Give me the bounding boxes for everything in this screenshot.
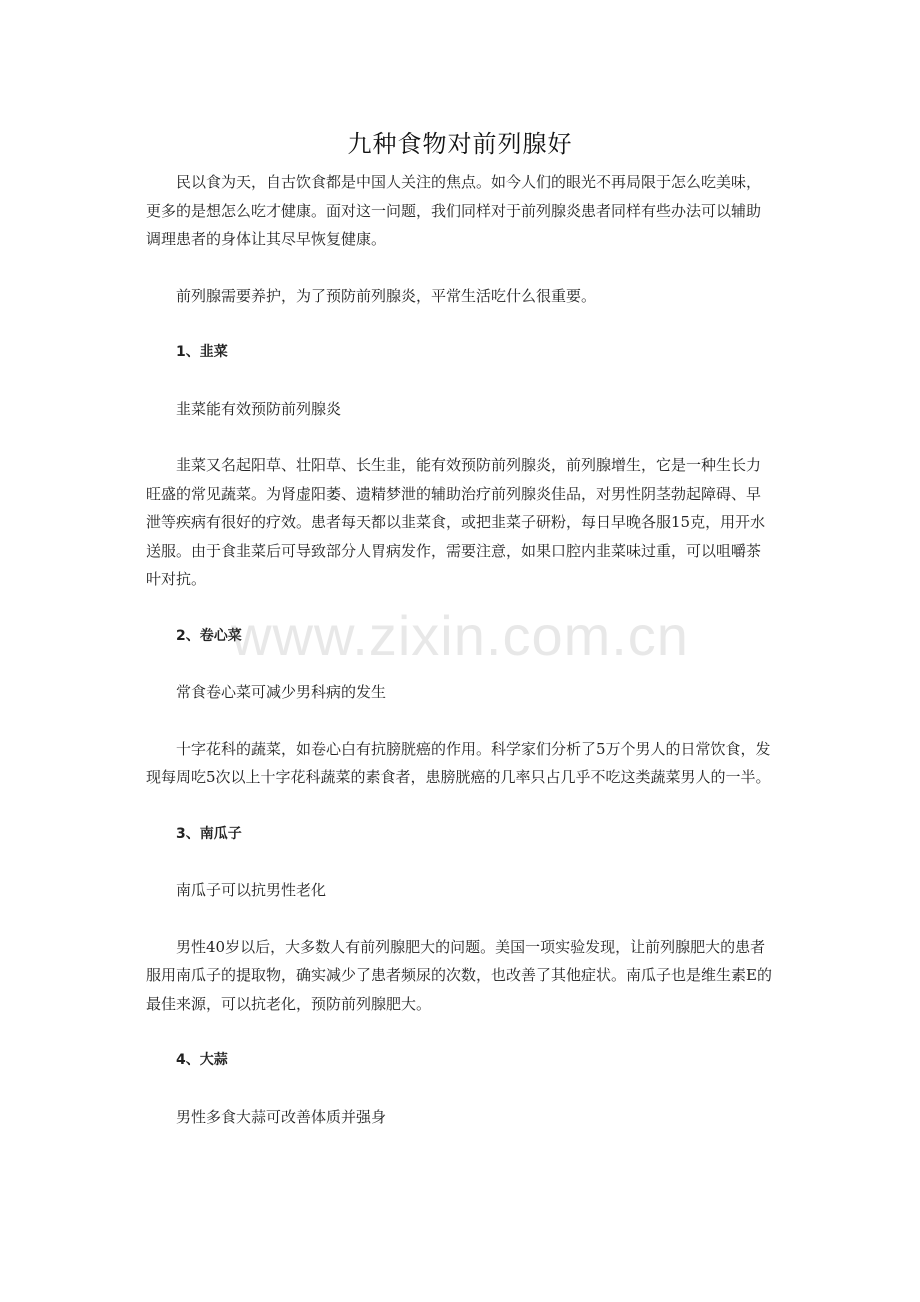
section-subtitle-3: 南瓜子可以抗男性老化	[176, 881, 327, 899]
section-heading-4: 4、大蒜	[176, 1052, 228, 1068]
section-subtitle-1: 韭菜能有效预防前列腺炎	[176, 399, 342, 418]
spacer	[146, 707, 774, 735]
paragraph-intro: 民以食为天，自古饮食都是中国人关注的焦点。如今人们的眼光不再局限于怎么吃美味，更多的是想怎么吃才健康。面对这一问题，我们同样对于前列腺炎患者同样有些办法可以辅助调理患者的身体让其尽早恢复健康。	[146, 173, 762, 248]
section-paragraph-1: 韭菜又名起阳草、壮阳草、长生韭，能有效预防前列腺炎，前列腺增生，它是一种生长力旺盛的常见蔬菜。为肾虚阳萎、遗精梦泄的辅助治疗前列腺炎佳品，对男性阴茎勃起障碍、早泄等疾病有很好的疗效。患者每天都以韭菜食，或把韭菜子研粉，每日早晚各服15克，用开水送服。由于食韭菜后可导致部分人胃病发作，需要注意，如果口腔内韭菜味过重，可以咀嚼茶叶对抗。	[146, 456, 766, 588]
spacer	[146, 594, 774, 622]
section-paragraph-2: 十字花科的蔬菜，如卷心白有抗膀胱癌的作用。科学家们分析了5万个男人的日常饮食，发现每周吃5次以上十字花科蔬菜的素食者，患膀胱癌的几率只占几乎不吃这类蔬菜男人的一半。	[146, 739, 771, 786]
spacer	[146, 1018, 774, 1046]
section-heading-3: 3、南瓜子	[176, 825, 242, 842]
paragraph-lead: 前列腺需要养护，为了预防前列腺炎，平常生活吃什么很重要。	[176, 286, 597, 305]
spacer	[146, 423, 774, 451]
spacer	[146, 254, 774, 282]
spacer	[146, 367, 774, 395]
spacer	[146, 1075, 774, 1103]
section-paragraph-3: 男性40岁以后，大多数人有前列腺肥大的问题。美国一项实验发现，让前列腺肥大的患者服用南瓜子的提取物，确实减少了患者频尿的次数，也改善了其他症状。南瓜子也是维生素E的最佳来源，可以抗老化，预防前列腺肥大。	[146, 937, 772, 1013]
document-title: 九种食物对前列腺好	[347, 130, 573, 158]
spacer	[146, 310, 774, 338]
section-subtitle-2: 常食卷心菜可减少男科病的发生	[176, 683, 387, 701]
section-heading-1: 1、韭菜	[176, 344, 228, 360]
spacer	[146, 792, 774, 820]
section-subtitle-4: 男性多食大蒜可改善体质并强身	[176, 1107, 387, 1126]
document-body	[146, 168, 774, 1131]
spacer	[146, 848, 774, 876]
spacer	[146, 905, 774, 933]
section-heading-2: 2、卷心菜	[176, 627, 242, 644]
watermark-text: www.zixin.com.cn	[231, 604, 689, 667]
spacer	[146, 650, 774, 678]
